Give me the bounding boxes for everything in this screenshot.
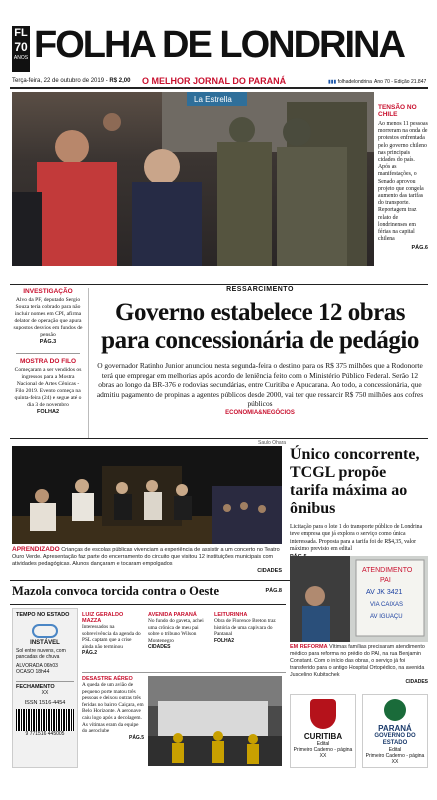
investigacao-page: PÁG.3 <box>39 339 57 345</box>
logo-num: 70 <box>14 40 28 54</box>
ad-curitiba-sub1: Edital <box>316 741 330 747</box>
reforma-page: CIDADES <box>405 679 428 685</box>
weather-condition: INSTÁVEL <box>30 640 60 646</box>
mazola-headline: Mazola convoca torcida contra o Oeste <box>12 584 220 598</box>
stat-value-1: 06h03 <box>43 663 58 669</box>
reforma-photo <box>290 556 428 642</box>
main-lede: O governador Ratinho Junior anunciou nesta segunda-feira o destino para os R$ 375 milhões que a Rodonorte terá que empregar em melhorias após acordo de leniência feito com o Ministério Público Federal. Serão 12 obras ao longo da BR-376 e rodovias secundárias, entre Curitiba e Apucarana. Ao todo, a concessionária, que admitiu pagamento de propinas a agentes públicos desde 2000, vai ter que ressarcir R$ 750 milhões aos cofres públicos <box>96 361 424 408</box>
barcode-number: 9 771516 445005 <box>25 731 65 737</box>
reforma-label: EM REFORMA <box>290 644 328 650</box>
chile-text: Ao menos 11 pessoas morreram na onda de protestos enfrentada pelo governo chileno nas principais cidades do país. Após as manifestações, o Senado aprovou projeto que congela aumento das tarifas do transporte. Reportagem traz relato de londrinenses em férias na capital chilena <box>378 121 428 243</box>
barcode <box>16 709 74 731</box>
tgcl-story <box>290 446 428 560</box>
sign-line-1: ATENDIMENTO <box>362 567 413 574</box>
social-handle: folhadelondrina <box>337 79 372 85</box>
column-3-name: LEITURINHA <box>214 612 248 618</box>
ad-parana-name: PARANÁ <box>378 724 412 733</box>
weather-forecast: Sol entre nuvens, com pancadas de chuva <box>16 648 66 660</box>
social-bar <box>328 79 372 85</box>
ad-curitiba <box>290 694 356 768</box>
tgcl-text: Licitação para o lote 1 do transporte público de Londrina teve empresa que já explora o serviço como única interessada. Proposta para a tarifa foi de R$4,35, valor máximo previsto em edital <box>290 524 423 553</box>
masthead <box>10 24 428 94</box>
reforma-scene <box>290 556 428 642</box>
ad-parana-sub2: Primeiro Caderno - página XX <box>365 753 425 765</box>
stat-label-1: ALVORADA <box>16 663 43 669</box>
main-headline-2: para concessionária de pedágio <box>101 327 419 354</box>
logo-sub: ANOS <box>13 55 29 61</box>
column-1-name: LUIZ GERALDO MAZZA <box>82 612 124 624</box>
edition-text: Ano 70 - Edição 21.847 <box>374 79 427 85</box>
ad-parana-name2: GOVERNO DO ESTADO <box>374 733 416 746</box>
plane-crash-photo <box>148 676 282 766</box>
sign-line-4: VIA CAIXAS <box>370 602 404 608</box>
desastre-label: DESASTRE AÉREO <box>82 676 133 682</box>
ad-curitiba-name: CURITIBA <box>303 732 343 741</box>
logo-badge <box>12 26 30 72</box>
protest-scene <box>12 92 374 266</box>
stat-value-2: 18h44 <box>35 669 50 675</box>
weather-box <box>12 608 78 768</box>
concert-scene <box>12 446 282 544</box>
left-sidebar <box>12 288 84 415</box>
ad-parana-sub1: Edital <box>388 747 402 753</box>
column-3-text: Obra de Florence Breton traz história de uma capivara do Pantanal <box>214 618 276 637</box>
chile-label: TENSÃO NO CHILE <box>378 104 417 118</box>
close-value: XX <box>41 690 49 696</box>
weather-title: TEMPO NO ESTADO <box>16 612 70 618</box>
concert-label: APRENDIZADO <box>12 546 60 553</box>
column-3 <box>214 612 280 644</box>
sign-line-5: AV IGUAÇU <box>370 614 403 620</box>
concert-text: Crianças de escolas públicas vivenciam a experiência de assistir a um concerto no Teatro Ouro Verde. Apresentação faz parte do encerramento do circuito que visitou 12 instituições municipais com atividades pedagógicas. Alunos dançaram e tocaram empolgados <box>12 547 280 567</box>
main-headline-1: Governo estabelece 12 obras <box>115 299 405 326</box>
main-kicker: RESSARCIMENTO <box>226 286 294 293</box>
crash-scene <box>148 676 282 766</box>
parana-crest-icon <box>384 699 406 721</box>
close-label: FECHAMENTO <box>16 681 74 690</box>
column-1 <box>82 612 144 656</box>
cloud-icon <box>32 624 58 638</box>
slogan: O MELHOR JORNAL DO PARANÁ <box>142 76 287 86</box>
mazola-story <box>12 582 282 600</box>
desastre-text: A queda de um avião de pequeno porte matou três pessoas e deixou outras três feridas no bairro Caiçara, em Belo Horizonte. A aeronave caiu logo após a decolagem. As vítimas eram da equipe do aeroclube <box>82 682 144 735</box>
column-3-page: FOLHA2 <box>214 637 234 644</box>
ad-curitiba-sub2: Primeiro Caderno - página XX <box>293 747 353 759</box>
column-1-page: PÁG.2 <box>82 650 98 656</box>
ad-parana <box>362 694 428 768</box>
main-section: ECONOMIA&NEGÓCIOS <box>225 409 295 416</box>
weather-stats <box>16 663 74 675</box>
column-2 <box>148 612 210 650</box>
column-2-page: CIDADES <box>148 644 171 650</box>
column-2-name: AVENIDA PARANÁ <box>148 612 197 618</box>
mostra-text: Começaram a ser vendidos os ingressos para a Mostra Nacional de Artes Cênicas - Filo 2019. Evento começa na quinta-feira (24) e segue até o dia 3 de novembro <box>14 367 82 408</box>
stat-label-2: OCASO <box>16 669 35 675</box>
mostra-label: MOSTRA DO FILO <box>19 358 77 365</box>
column-1-text: Interessados na sobrevivência da agenda do PSL captam que a crise ainda não terminou <box>82 624 141 650</box>
desastre-page: PÁG.5 <box>128 734 144 741</box>
concert-credit: Saulo Ohara <box>258 440 287 446</box>
main-story <box>92 286 428 416</box>
sign-line-3: AV JK 3421 <box>366 589 403 596</box>
logo-top: FL <box>14 27 28 39</box>
issn: ISSN 1516-4454 <box>24 700 66 706</box>
mazola-page: PÁG.8 <box>265 588 282 594</box>
investigacao-text: Alvo da PF, deputado Sergio Souza teria cobrado para não incluir nomes em CPI, afirma delator de operação que apura supostos desvios em fundos de pensão <box>13 297 83 338</box>
chile-page: PÁG.6 <box>411 245 428 252</box>
reforma-text: Vítimas famílias precisaram atendimento médico para reforma no prédio do PAI, na rua Benjamin Constant. Com o início das obras, o serviço já foi transferido para o antigo Hospital Ortopédico, na avenida Juscelino Kubitschek <box>290 644 425 678</box>
store-sign: La Estrella <box>194 95 232 104</box>
chile-sidebar <box>378 104 428 251</box>
mostra-page: FOLHA2 <box>37 409 59 415</box>
curitiba-crest-icon <box>310 699 336 729</box>
concert-photo <box>12 446 282 544</box>
social-icons: ▮▮▮ <box>328 79 337 85</box>
chile-protest-photo <box>12 92 374 266</box>
column-2-text: No fundo do gaveta, achei uma crônica de meu pai sobre o tribuno Wilson Montenegro <box>148 618 204 644</box>
concert-page: CIDADES <box>257 568 282 574</box>
price-text: R$ 2,00 <box>109 78 131 84</box>
date-text: Terça-feira, 22 de outubro de 2019 <box>12 78 105 84</box>
masthead-title: FOLHA DE LONDRINA <box>34 24 404 66</box>
sign-line-2: PAI <box>380 577 391 584</box>
masthead-dateline: Terça-feira, 22 de outubro de 2019 - R$ 2,00 <box>12 78 131 84</box>
tgcl-headline: Único concorrente, TCGL propõe tarifa máxima ao ônibus <box>290 446 420 517</box>
reforma-caption <box>290 644 428 685</box>
concert-caption <box>12 546 282 574</box>
investigacao-label: INVESTIGAÇÃO <box>23 288 73 295</box>
desastre-story <box>82 676 144 741</box>
